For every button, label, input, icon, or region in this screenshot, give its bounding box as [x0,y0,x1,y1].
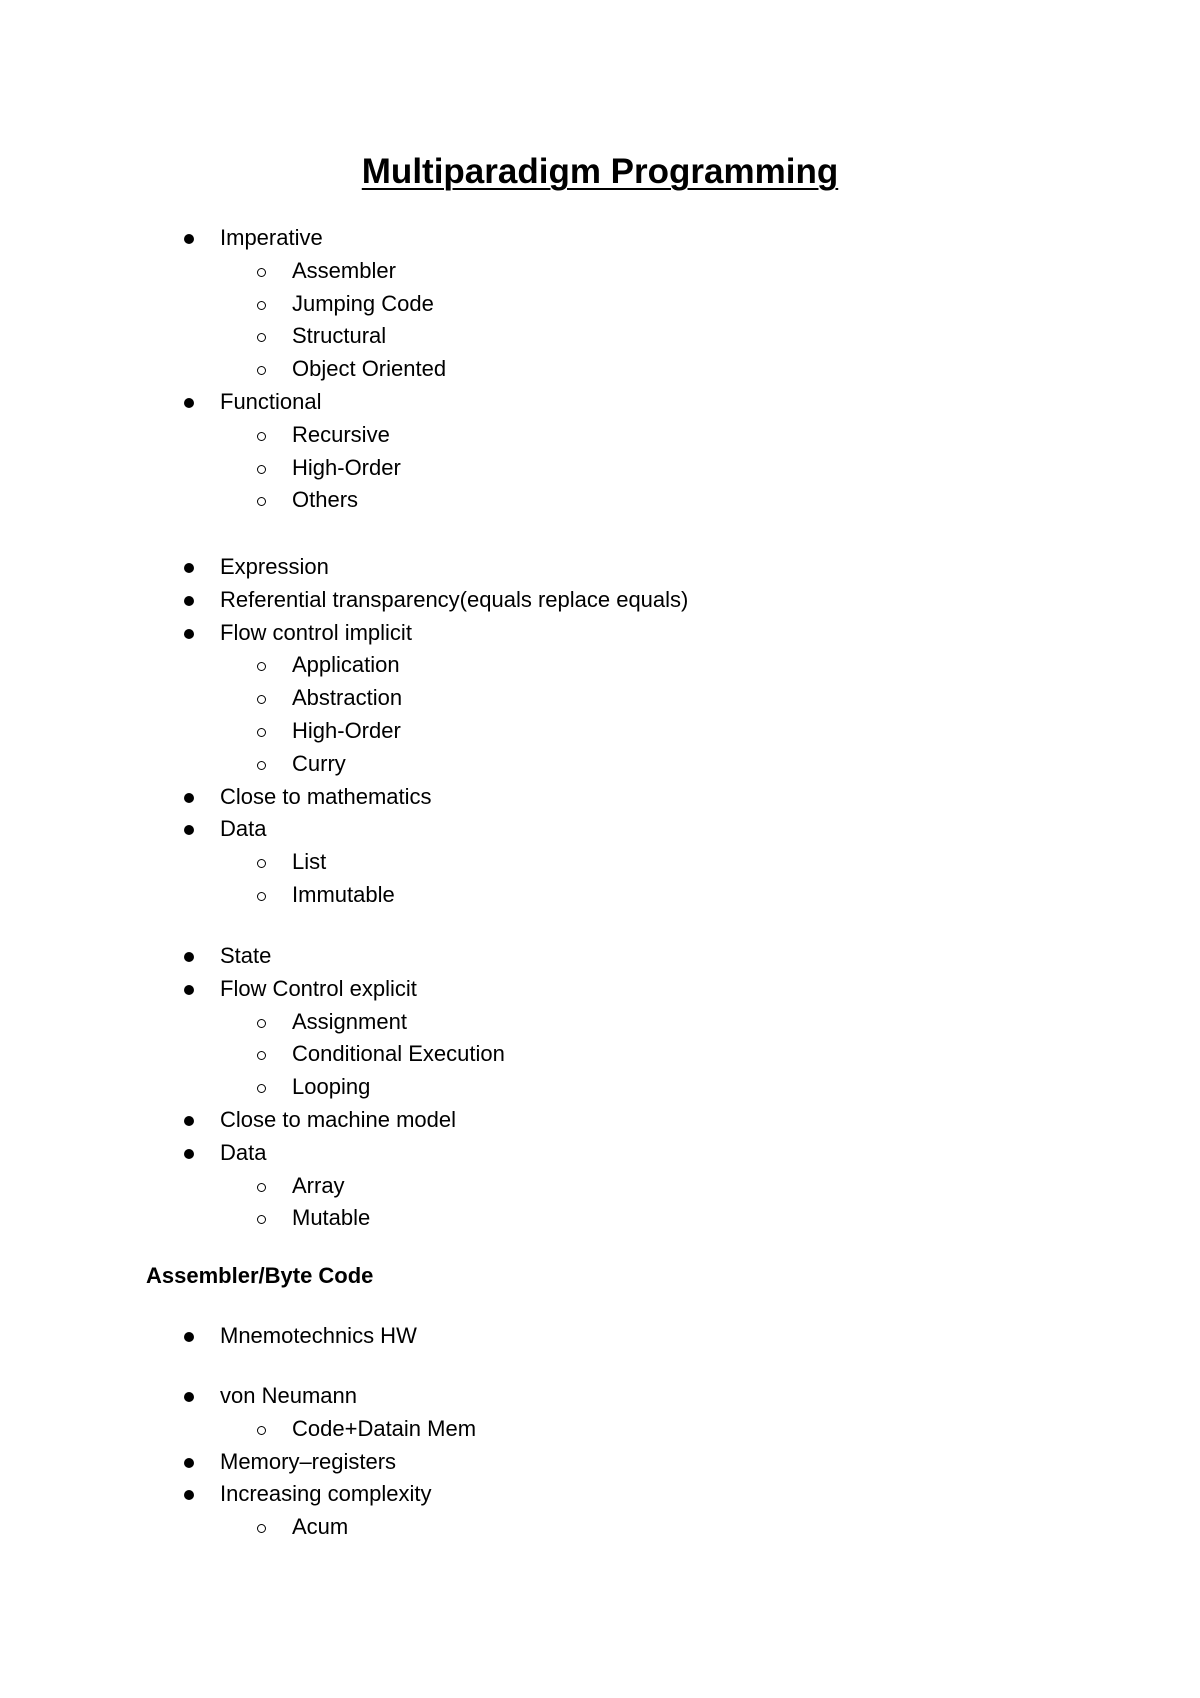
bullet-disc-icon [184,1116,194,1126]
bullet-circle-icon [257,1426,266,1435]
sub-list-item: Structural [292,323,387,349]
bullet-circle-icon [257,366,266,375]
sub-list-item: Acum [292,1514,349,1540]
bullet-circle-icon [257,497,266,506]
sub-list-item: High-Order [292,718,401,743]
sub-list-item: List [292,849,327,875]
list-item: Close to mathematics [220,783,432,809]
list-item: Increasing complexity [220,1481,432,1507]
bullet-circle-icon [257,761,266,770]
bullet-circle-icon [257,465,266,474]
list-item: Memory–registers [220,1448,397,1474]
bullet-circle-icon [257,1084,266,1093]
sub-list-item: Abstraction [292,685,403,711]
list-item: Referential transparency(equals replace equals) [220,586,689,612]
bullet-circle-icon [257,1019,266,1028]
sub-list-item: Recursive [292,421,390,447]
section-heading: Assembler/Byte Code [146,1263,374,1288]
sub-list-item: Conditional Execution [292,1041,505,1067]
list-item: von Neumann [220,1383,357,1408]
bullet-circle-icon [257,1215,266,1224]
bullet-disc-icon [184,1332,194,1342]
sub-list-item: Others [292,487,359,513]
bullet-circle-icon [257,1524,266,1533]
sub-list-item: Mutable [292,1205,371,1231]
bullet-disc-icon [184,1149,194,1159]
sub-list-item: Code+Datain Mem [292,1415,477,1441]
list-item: Flow control implicit [220,619,412,645]
sub-list-item: Curry [292,750,346,776]
bullet-circle-icon [257,268,266,277]
list-item: Imperative [220,225,323,250]
bullet-disc-icon [184,629,194,639]
list-item: Close to machine model [220,1107,457,1132]
bullet-circle-icon [257,695,266,704]
bullet-disc-icon [184,985,194,995]
bullet-disc-icon [184,596,194,606]
sub-list-item: Looping [292,1074,371,1100]
sub-list-item: Object Oriented [292,356,447,382]
bullet-disc-icon [184,234,194,244]
bullet-circle-icon [257,301,266,310]
sub-list-item: Assembler [292,257,396,283]
bullet-circle-icon [257,728,266,737]
list-item: Flow Control explicit [220,975,417,1001]
bullet-disc-icon [184,563,194,573]
list-item: Data [220,816,267,842]
bullet-disc-icon [184,1490,194,1500]
sub-list-item: Assignment [292,1008,407,1034]
bullet-disc-icon [184,398,194,408]
sub-list-item: Application [292,652,400,678]
sub-list-item: Jumping Code [292,290,434,316]
list-item: Functional [220,389,322,414]
bullet-disc-icon [184,952,194,962]
bullet-disc-icon [184,1392,194,1402]
sub-list-item: Immutable [292,882,395,907]
list-item: Data [220,1139,267,1165]
bullet-disc-icon [184,793,194,803]
list-item: State [220,943,272,968]
sub-list-item: High-Order [292,454,401,480]
bullet-circle-icon [257,859,266,868]
bullet-disc-icon [184,1458,194,1468]
sub-list-item: Array [292,1172,345,1198]
bullet-circle-icon [257,432,266,441]
bullet-circle-icon [257,1051,266,1060]
bullet-disc-icon [184,825,194,835]
bullet-circle-icon [257,892,266,901]
document-title: Multiparadigm Programming [361,152,839,191]
bullet-circle-icon [257,662,266,671]
bullet-circle-icon [257,333,266,342]
list-item: Mnemotechnics HW [220,1323,417,1348]
list-item: Expression [220,554,329,579]
bullet-circle-icon [257,1183,266,1192]
